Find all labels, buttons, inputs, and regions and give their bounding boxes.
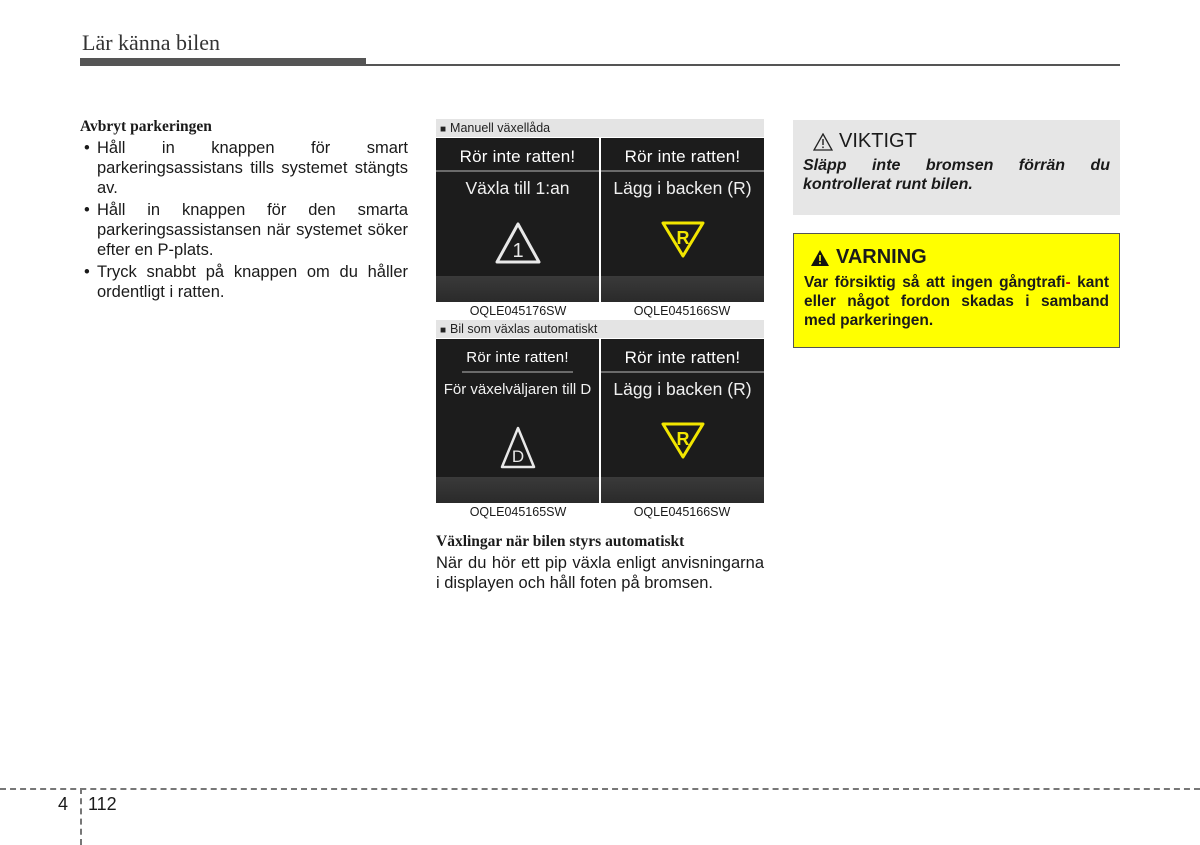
screens-auto: [436, 339, 764, 503]
display-screen-reverse: [601, 138, 764, 302]
footer-dashed-divider: [80, 788, 82, 845]
display-screen-reverse: [601, 339, 764, 503]
display-screen-shift-1: [436, 138, 599, 302]
screen-footer-bar: [436, 477, 599, 503]
list-item: • Håll in knappen för den smarta parkeringsassistansen när systemet söker efter en P-plats.: [84, 201, 408, 259]
gear-letter: R: [676, 429, 689, 449]
warning-triangle-icon: [810, 249, 830, 267]
figure-label-manual: ■ Manuell växellåda: [436, 119, 764, 137]
notice-title-row: [813, 130, 1110, 153]
warning-title: VARNING: [836, 246, 927, 268]
screen-footer-bar: [436, 276, 599, 302]
screen-footer-bar: [601, 477, 764, 503]
page-number: 112: [88, 794, 117, 814]
screen-message: För växelväljaren till D: [443, 381, 592, 398]
display-screen-shift-d: [436, 339, 599, 503]
square-marker-icon: ■: [440, 325, 447, 336]
bullet-icon: •: [84, 139, 90, 157]
image-codes-auto: [436, 503, 764, 521]
left-column: [80, 118, 408, 304]
gear-warning-icon: [498, 425, 538, 471]
list-item: • Tryck snabbt på knappen om du håller ordentligt i ratten.: [84, 263, 408, 301]
footer-dashed-line: [0, 788, 1200, 790]
screen-message: Lägg i backen (R): [613, 379, 752, 399]
screen-message: Lägg i backen (R): [613, 178, 752, 198]
caption-heading: Växlingar när bilen styrs automatiskt: [436, 533, 685, 550]
gear-letter: 1: [511, 240, 524, 262]
header-rule-thick: [80, 58, 366, 66]
section-heading: Avbryt parkeringen: [80, 118, 212, 135]
screen-title: Rör inte ratten!: [601, 345, 764, 373]
bullet-icon: •: [84, 263, 90, 281]
image-code: OQLE045166SW: [633, 505, 731, 519]
image-codes-manual: [436, 302, 764, 320]
gear-warning-icon: [493, 220, 543, 266]
warning-box: [793, 233, 1120, 348]
warning-title-row: [810, 246, 1109, 269]
page-header-title: Lär känna bilen: [82, 30, 221, 55]
bullet-icon: •: [84, 201, 90, 219]
screen-title: Rör inte ratten!: [436, 144, 599, 172]
warning-text: Var försiktig så att ingen gångtrafi- kant eller något fordon skadas i samband med parkeringen.: [804, 274, 1109, 329]
gear-letter: R: [676, 228, 689, 248]
caution-triangle-icon: [813, 133, 833, 151]
image-code: OQLE045165SW: [469, 505, 567, 519]
square-marker-icon: ■: [440, 124, 447, 135]
screens-manual: [436, 138, 764, 302]
notice-text: Släpp inte bromsen förrän du kontrollerat runt bilen.: [803, 157, 1110, 193]
screen-title: Rör inte ratten!: [462, 345, 573, 373]
bullet-list: [80, 138, 408, 302]
hyphen-mark: -: [1065, 274, 1071, 291]
image-code: OQLE045166SW: [633, 304, 731, 318]
screen-footer-bar: [601, 276, 764, 302]
notice-box: [793, 120, 1120, 215]
screen-message: Växla till 1:an: [465, 178, 570, 198]
figure-label-auto: ■ Bil som växlas automatiskt: [436, 320, 764, 338]
image-code: OQLE045176SW: [469, 304, 567, 318]
screen-title: Rör inte ratten!: [601, 144, 764, 172]
reverse-gear-icon: [658, 220, 708, 260]
gear-letter: D: [511, 447, 524, 466]
chapter-number: 4: [58, 794, 69, 814]
notice-title: VIKTIGT: [839, 130, 917, 152]
list-item: • Håll in knappen för smart parkeringsassistans tills systemet stängts av.: [84, 139, 408, 197]
figure-column: [436, 119, 764, 593]
header-rule-thin: [366, 64, 1120, 66]
reverse-gear-icon: [658, 421, 708, 461]
caption-body: När du hör ett pip växla enligt anvisningarna i displayen och håll foten på bromsen.: [436, 554, 764, 592]
